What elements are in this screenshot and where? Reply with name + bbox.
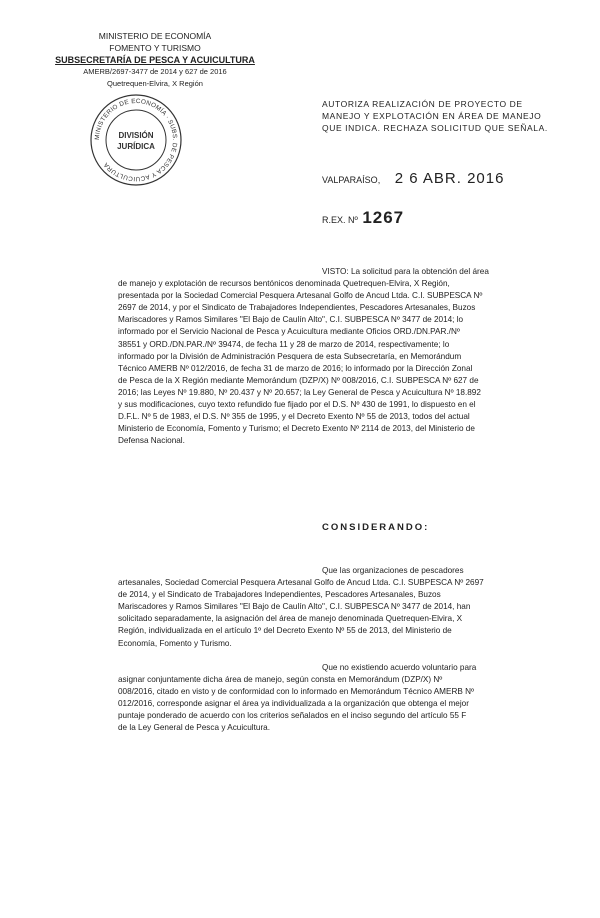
visto-line: Mariscadores y Ramos Similares "El Bajo de Caulín Alto", C.I. SUBPESCA Nº 3477 de 2014; lo bbox=[118, 315, 464, 325]
ministry-line: MINISTERIO DE ECONOMÍA bbox=[98, 31, 212, 41]
considerando-line: 008/2016, citado en visto y de conformidad con lo informado en Memorándum Técnico AMERB Nº bbox=[118, 687, 474, 697]
considerando-line: solicitado separadamente, la asignación del área de manejo denominada Quetrequen-Elvira, X bbox=[118, 614, 463, 624]
considerando-line: Mariscadores y Ramos Similares "El Bajo de Caulín Alto", C.I. SUBPESCA Nº 3477 de 2014, han bbox=[118, 602, 471, 612]
rex-label: R.EX. Nº bbox=[322, 215, 358, 225]
letterhead bbox=[50, 30, 260, 90]
considerando-line: artesanales, Sociedad Comercial Pesquera Artesanal Golfo de Ancud Ltda. C.I. SUBPESCA Nº 2697 bbox=[118, 578, 484, 588]
visto-line: Defensa Nacional. bbox=[118, 436, 185, 446]
visto-line: 2016; las Leyes Nº 19.880, Nº 20.437 y Nº 20.657; la Ley General de Pesca y Acuicultura Nº 18.892 bbox=[118, 387, 481, 397]
division-juridica-stamp bbox=[88, 92, 184, 188]
stamp-center-line-1: DIVISIÓN bbox=[118, 131, 154, 140]
considerando-line: de la Ley General de Pesca y Acuicultura. bbox=[118, 723, 271, 733]
visto-line: informado por la División de Administración Pesquera de esta Subsecretaría, en Memorándum bbox=[118, 351, 462, 361]
visto-line: presentada por la Sociedad Comercial Pesquera Artesanal Golfo de Ancud Ltda. C.I. SUBPESCA Nº bbox=[118, 291, 483, 301]
visto-line: Ministerio de Economía, Fomento y Turismo; el Decreto Exento Nº 2114 de 2013, del Ministerio de bbox=[118, 424, 475, 434]
area-line: Quetrequen-Elvira, X Región bbox=[107, 79, 203, 88]
rex-number: 1267 bbox=[362, 208, 405, 227]
considerando-1-paragraph bbox=[118, 565, 554, 650]
visto-line: Técnico AMERB Nº 012/2016, de fecha 31 de marzo de 2016; lo informado por la Dirección Zonal bbox=[118, 363, 473, 373]
visto-line: 38551 y ORD./DN.PAR./Nº 39474, de fecha 11 y 28 de marzo de 2014, respectivamente; lo bbox=[118, 339, 450, 349]
visto-line: de manejo y explotación de recursos bentónicos denominada Quetrequen-Elvira, X Región, bbox=[118, 279, 450, 289]
visto-paragraph bbox=[118, 266, 554, 447]
considerando-line: Economía, Fomento y Turismo. bbox=[118, 638, 232, 648]
ministry-line-2: FOMENTO Y TURISMO bbox=[109, 43, 201, 53]
subject-line: AUTORIZA REALIZACIÓN DE PROYECTO DE bbox=[322, 99, 523, 109]
reference-line: AMERB/2697-3477 de 2014 y 627 de 2016 bbox=[83, 67, 227, 76]
considerando-line: asignar conjuntamente dicha área de manejo, según consta en Memorándum (DZP/X) Nº bbox=[118, 675, 443, 685]
date-place: VALPARAÍSO, bbox=[322, 175, 381, 185]
subject-line: MANEJO Y EXPLOTACIÓN EN ÁREA DE MANEJO bbox=[322, 111, 542, 121]
subject-line: QUE INDICA. RECHAZA SOLICITUD QUE SEÑALA. bbox=[322, 123, 548, 133]
visto-line: VISTO: La solicitud para la obtención del área bbox=[322, 267, 489, 276]
stamp-ring-text: MINISTERIO DE ECONOMÍA · SUBS. DE PESCA Y ACUICULTURA bbox=[93, 97, 179, 183]
resolution-subject bbox=[322, 98, 552, 134]
considerando-line: Que no existiendo acuerdo voluntario para bbox=[322, 663, 477, 672]
visto-line: informado por el Servicio Nacional de Pesca y Acuicultura mediante Oficios ORD./DN.PAR./Nº bbox=[118, 327, 460, 337]
considerando-2-paragraph bbox=[118, 662, 554, 735]
considerando-line: de 2014, y el Sindicato de Trabajadores Independientes, Pescadores Artesanales, Buzos bbox=[118, 590, 441, 600]
visto-line: 2697 de 2014, y por el Sindicato de Trabajadores Independientes, Pescadores Artesanales, Buzos bbox=[118, 303, 476, 313]
considerando-line: Que las organizaciones de pescadores bbox=[322, 566, 464, 575]
date-value: 2 6 ABR. 2016 bbox=[394, 170, 505, 187]
svg-text:MINISTERIO DE ECONOMÍA · SUBS. bbox=[94, 98, 178, 182]
considerando-line: Región, individualizada en el artículo 1º del Decreto Exento Nº 55 de 2013, del Ministerio de bbox=[118, 626, 452, 636]
date-line bbox=[322, 170, 504, 187]
subsecretaria-line: SUBSECRETARÍA DE PESCA Y ACUICULTURA bbox=[55, 55, 255, 65]
visto-line: de Pesca de la X Región mediante Memorándum (DZP/X) Nº 008/2016, C.I. SUBPESCA Nº 627 de bbox=[118, 375, 479, 385]
resolution-number-line bbox=[322, 208, 404, 228]
considerando-line: 012/2016, corresponde asignar el área ya individualizada a la organización que obtenga el mejor bbox=[118, 699, 469, 709]
stamp-center-line-2: JURÍDICA bbox=[117, 142, 155, 151]
visto-line: D.F.L. Nº 5 de 1983, el D.S. Nº 355 de 1995, y el Decreto Exento Nº 55 de 2013, todos del actual bbox=[118, 412, 470, 422]
visto-line: y sus modificaciones, cuyo texto refundido fue fijado por el D.S. Nº 430 de 1991, lo dispuesto en el bbox=[118, 400, 476, 410]
considerando-heading: CONSIDERANDO: bbox=[322, 522, 430, 533]
considerando-line: puntaje ponderado de acuerdo con los criterios señalados en el inciso segundo del artículo 55 F bbox=[118, 711, 467, 721]
